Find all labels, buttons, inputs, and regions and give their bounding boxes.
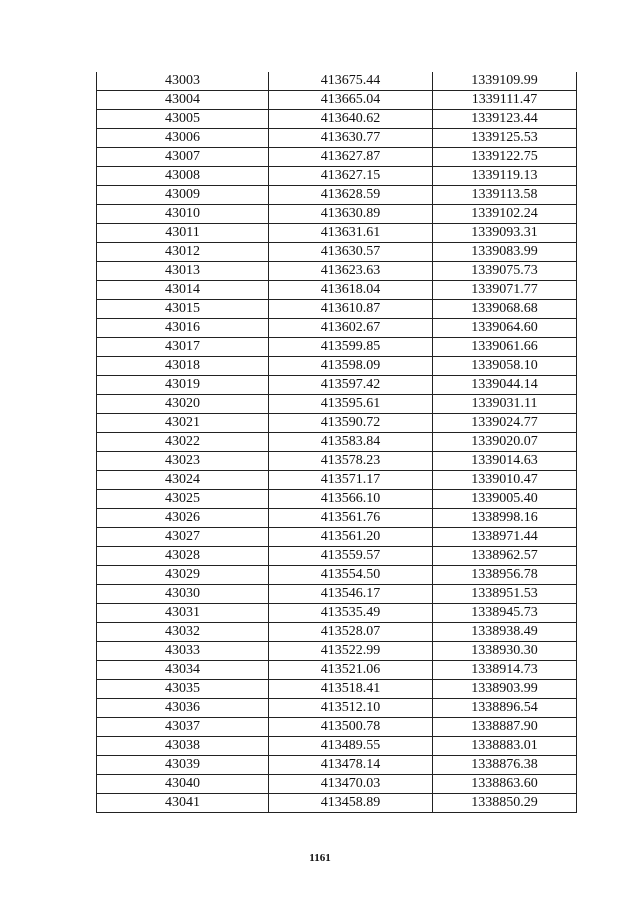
x-coordinate-cell: 413630.77 bbox=[269, 129, 433, 148]
x-coordinate-cell: 413522.99 bbox=[269, 642, 433, 661]
table-row bbox=[97, 604, 577, 623]
point-id-cell: 43006 bbox=[97, 129, 269, 148]
y-coordinate-cell: 1339075.73 bbox=[433, 262, 577, 281]
table-row bbox=[97, 452, 577, 471]
y-coordinate-cell: 1338956.78 bbox=[433, 566, 577, 585]
x-coordinate-cell: 413595.61 bbox=[269, 395, 433, 414]
x-coordinate-cell: 413631.61 bbox=[269, 224, 433, 243]
x-coordinate-cell: 413599.85 bbox=[269, 338, 433, 357]
table-row bbox=[97, 395, 577, 414]
table-row bbox=[97, 357, 577, 376]
table-row bbox=[97, 91, 577, 110]
point-id-cell: 43005 bbox=[97, 110, 269, 129]
y-coordinate-cell: 1338887.90 bbox=[433, 718, 577, 737]
point-id-cell: 43037 bbox=[97, 718, 269, 737]
point-id-cell: 43033 bbox=[97, 642, 269, 661]
table-row bbox=[97, 148, 577, 167]
table-row bbox=[97, 433, 577, 452]
table-row bbox=[97, 642, 577, 661]
table-row bbox=[97, 566, 577, 585]
y-coordinate-cell: 1339102.24 bbox=[433, 205, 577, 224]
y-coordinate-cell: 1338876.38 bbox=[433, 756, 577, 775]
x-coordinate-cell: 413512.10 bbox=[269, 699, 433, 718]
table-row bbox=[97, 794, 577, 813]
y-coordinate-cell: 1338883.01 bbox=[433, 737, 577, 756]
x-coordinate-cell: 413546.17 bbox=[269, 585, 433, 604]
x-coordinate-cell: 413489.55 bbox=[269, 737, 433, 756]
x-coordinate-cell: 413571.17 bbox=[269, 471, 433, 490]
point-id-cell: 43017 bbox=[97, 338, 269, 357]
table-row bbox=[97, 775, 577, 794]
x-coordinate-cell: 413627.87 bbox=[269, 148, 433, 167]
point-id-cell: 43015 bbox=[97, 300, 269, 319]
x-coordinate-cell: 413559.57 bbox=[269, 547, 433, 566]
point-id-cell: 43026 bbox=[97, 509, 269, 528]
x-coordinate-cell: 413675.44 bbox=[269, 72, 433, 91]
y-coordinate-cell: 1339031.11 bbox=[433, 395, 577, 414]
y-coordinate-cell: 1339093.31 bbox=[433, 224, 577, 243]
y-coordinate-cell: 1339014.63 bbox=[433, 452, 577, 471]
x-coordinate-cell: 413628.59 bbox=[269, 186, 433, 205]
table-row bbox=[97, 490, 577, 509]
page-number: 1161 bbox=[309, 852, 331, 864]
x-coordinate-cell: 413590.72 bbox=[269, 414, 433, 433]
x-coordinate-cell: 413458.89 bbox=[269, 794, 433, 813]
x-coordinate-cell: 413478.14 bbox=[269, 756, 433, 775]
y-coordinate-cell: 1339083.99 bbox=[433, 243, 577, 262]
table-row bbox=[97, 300, 577, 319]
x-coordinate-cell: 413630.57 bbox=[269, 243, 433, 262]
point-id-cell: 43012 bbox=[97, 243, 269, 262]
point-id-cell: 43032 bbox=[97, 623, 269, 642]
table-row bbox=[97, 110, 577, 129]
y-coordinate-cell: 1338896.54 bbox=[433, 699, 577, 718]
x-coordinate-cell: 413583.84 bbox=[269, 433, 433, 452]
point-id-cell: 43021 bbox=[97, 414, 269, 433]
y-coordinate-cell: 1339020.07 bbox=[433, 433, 577, 452]
y-coordinate-cell: 1338998.16 bbox=[433, 509, 577, 528]
point-id-cell: 43031 bbox=[97, 604, 269, 623]
y-coordinate-cell: 1338914.73 bbox=[433, 661, 577, 680]
x-coordinate-cell: 413602.67 bbox=[269, 319, 433, 338]
y-coordinate-cell: 1339058.10 bbox=[433, 357, 577, 376]
table-row bbox=[97, 623, 577, 642]
x-coordinate-cell: 413554.50 bbox=[269, 566, 433, 585]
point-id-cell: 43030 bbox=[97, 585, 269, 604]
point-id-cell: 43020 bbox=[97, 395, 269, 414]
point-id-cell: 43009 bbox=[97, 186, 269, 205]
y-coordinate-cell: 1339010.47 bbox=[433, 471, 577, 490]
y-coordinate-cell: 1339119.13 bbox=[433, 167, 577, 186]
x-coordinate-cell: 413627.15 bbox=[269, 167, 433, 186]
y-coordinate-cell: 1338938.49 bbox=[433, 623, 577, 642]
point-id-cell: 43022 bbox=[97, 433, 269, 452]
point-id-cell: 43016 bbox=[97, 319, 269, 338]
coordinates-table-body bbox=[97, 72, 577, 813]
x-coordinate-cell: 413630.89 bbox=[269, 205, 433, 224]
point-id-cell: 43029 bbox=[97, 566, 269, 585]
table-row bbox=[97, 737, 577, 756]
point-id-cell: 43019 bbox=[97, 376, 269, 395]
y-coordinate-cell: 1339068.68 bbox=[433, 300, 577, 319]
point-id-cell: 43024 bbox=[97, 471, 269, 490]
point-id-cell: 43025 bbox=[97, 490, 269, 509]
x-coordinate-cell: 413535.49 bbox=[269, 604, 433, 623]
x-coordinate-cell: 413597.42 bbox=[269, 376, 433, 395]
table-row bbox=[97, 167, 577, 186]
y-coordinate-cell: 1339024.77 bbox=[433, 414, 577, 433]
table-row bbox=[97, 718, 577, 737]
point-id-cell: 43038 bbox=[97, 737, 269, 756]
table-row bbox=[97, 699, 577, 718]
point-id-cell: 43039 bbox=[97, 756, 269, 775]
x-coordinate-cell: 413578.23 bbox=[269, 452, 433, 471]
y-coordinate-cell: 1339122.75 bbox=[433, 148, 577, 167]
table-row bbox=[97, 243, 577, 262]
y-coordinate-cell: 1339005.40 bbox=[433, 490, 577, 509]
point-id-cell: 43004 bbox=[97, 91, 269, 110]
y-coordinate-cell: 1338962.57 bbox=[433, 547, 577, 566]
table-row bbox=[97, 205, 577, 224]
point-id-cell: 43028 bbox=[97, 547, 269, 566]
table-row bbox=[97, 471, 577, 490]
y-coordinate-cell: 1339125.53 bbox=[433, 129, 577, 148]
table-row bbox=[97, 547, 577, 566]
y-coordinate-cell: 1338850.29 bbox=[433, 794, 577, 813]
y-coordinate-cell: 1338971.44 bbox=[433, 528, 577, 547]
y-coordinate-cell: 1339111.47 bbox=[433, 91, 577, 110]
table-row bbox=[97, 414, 577, 433]
table-row bbox=[97, 661, 577, 680]
table-row bbox=[97, 186, 577, 205]
x-coordinate-cell: 413618.04 bbox=[269, 281, 433, 300]
x-coordinate-cell: 413561.76 bbox=[269, 509, 433, 528]
x-coordinate-cell: 413610.87 bbox=[269, 300, 433, 319]
point-id-cell: 43023 bbox=[97, 452, 269, 471]
point-id-cell: 43014 bbox=[97, 281, 269, 300]
y-coordinate-cell: 1339071.77 bbox=[433, 281, 577, 300]
x-coordinate-cell: 413518.41 bbox=[269, 680, 433, 699]
table-row bbox=[97, 338, 577, 357]
point-id-cell: 43035 bbox=[97, 680, 269, 699]
table-row bbox=[97, 262, 577, 281]
table-row bbox=[97, 680, 577, 699]
table-row bbox=[97, 72, 577, 91]
y-coordinate-cell: 1338863.60 bbox=[433, 775, 577, 794]
point-id-cell: 43041 bbox=[97, 794, 269, 813]
table-row bbox=[97, 281, 577, 300]
table-row bbox=[97, 528, 577, 547]
y-coordinate-cell: 1339109.99 bbox=[433, 72, 577, 91]
point-id-cell: 43013 bbox=[97, 262, 269, 281]
point-id-cell: 43034 bbox=[97, 661, 269, 680]
y-coordinate-cell: 1339044.14 bbox=[433, 376, 577, 395]
x-coordinate-cell: 413640.62 bbox=[269, 110, 433, 129]
x-coordinate-cell: 413528.07 bbox=[269, 623, 433, 642]
table-row bbox=[97, 129, 577, 148]
point-id-cell: 43040 bbox=[97, 775, 269, 794]
x-coordinate-cell: 413598.09 bbox=[269, 357, 433, 376]
x-coordinate-cell: 413665.04 bbox=[269, 91, 433, 110]
y-coordinate-cell: 1338945.73 bbox=[433, 604, 577, 623]
table-row bbox=[97, 224, 577, 243]
x-coordinate-cell: 413623.63 bbox=[269, 262, 433, 281]
point-id-cell: 43036 bbox=[97, 699, 269, 718]
point-id-cell: 43010 bbox=[97, 205, 269, 224]
y-coordinate-cell: 1338951.53 bbox=[433, 585, 577, 604]
point-id-cell: 43008 bbox=[97, 167, 269, 186]
x-coordinate-cell: 413561.20 bbox=[269, 528, 433, 547]
table-row bbox=[97, 756, 577, 775]
point-id-cell: 43011 bbox=[97, 224, 269, 243]
y-coordinate-cell: 1339064.60 bbox=[433, 319, 577, 338]
point-id-cell: 43007 bbox=[97, 148, 269, 167]
x-coordinate-cell: 413566.10 bbox=[269, 490, 433, 509]
x-coordinate-cell: 413500.78 bbox=[269, 718, 433, 737]
x-coordinate-cell: 413470.03 bbox=[269, 775, 433, 794]
table-row bbox=[97, 319, 577, 338]
point-id-cell: 43018 bbox=[97, 357, 269, 376]
point-id-cell: 43003 bbox=[97, 72, 269, 91]
table-row bbox=[97, 376, 577, 395]
y-coordinate-cell: 1338930.30 bbox=[433, 642, 577, 661]
coordinates-table bbox=[96, 72, 577, 813]
y-coordinate-cell: 1339113.58 bbox=[433, 186, 577, 205]
x-coordinate-cell: 413521.06 bbox=[269, 661, 433, 680]
y-coordinate-cell: 1339061.66 bbox=[433, 338, 577, 357]
table-row bbox=[97, 509, 577, 528]
y-coordinate-cell: 1339123.44 bbox=[433, 110, 577, 129]
table-row bbox=[97, 585, 577, 604]
point-id-cell: 43027 bbox=[97, 528, 269, 547]
y-coordinate-cell: 1338903.99 bbox=[433, 680, 577, 699]
